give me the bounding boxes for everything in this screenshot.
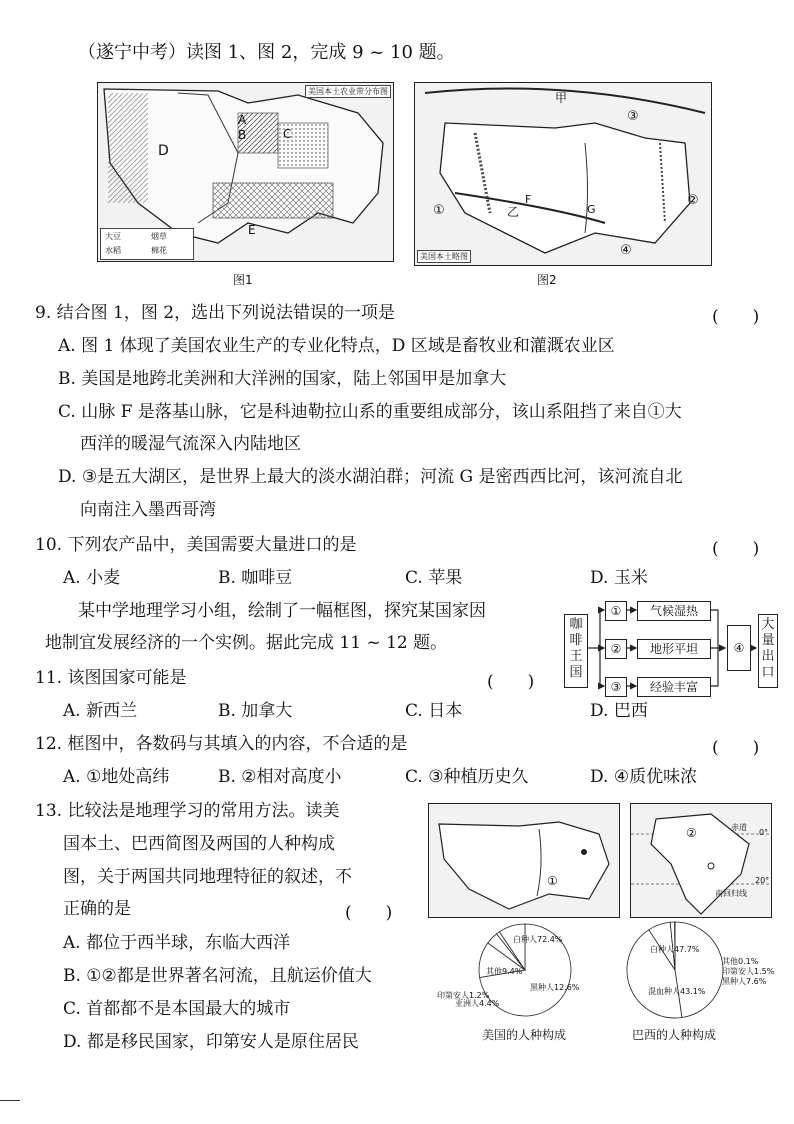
flow-num-3: ③: [605, 677, 627, 697]
q9-option-d-line1: D. ③是五大湖区，是世界上最大的淡水湖泊群；河流 G 是密西西比河，该河流自北: [58, 467, 683, 487]
page-edge-mark: [0, 1100, 20, 1101]
pie-brazil: [627, 922, 723, 1018]
region-a: A: [238, 113, 247, 127]
q9-option-a: A. 图 1 体现了美国农业生产的专业化特点，D 区域是畜牧业和灌溉农业区: [58, 336, 615, 356]
brazil-pie-black: 黑种人7.6%: [722, 977, 767, 986]
q13-option-d: D. 都是移民国家，印第安人是原住居民: [63, 1032, 359, 1052]
q11-option-b: B. 加拿大: [218, 701, 293, 721]
brazil-pie-white: 白种人47.7%: [650, 945, 700, 954]
q11-option-a: A. 新西兰: [63, 701, 138, 721]
label-2: ②: [687, 193, 699, 208]
q11-option-c: C. 日本: [405, 701, 463, 721]
q10-option-a: A. 小麦: [63, 568, 121, 588]
flow-num-4: ④: [727, 625, 751, 671]
flow-box-experience: 经验丰富: [637, 677, 711, 697]
label-g: G: [587, 203, 596, 216]
map1-caption: 图1: [233, 273, 253, 287]
q13-option-c: C. 首都都不是本国最大的城市: [63, 999, 291, 1019]
q13-stem-line2: 国本土、巴西简图及两国的人种构成: [63, 834, 335, 854]
q10-answer-blank[interactable]: ( ): [712, 539, 760, 559]
map2-title: 美国本土略图: [417, 250, 471, 263]
q12-answer-blank[interactable]: ( ): [712, 738, 760, 758]
label-yi: 乙: [507, 205, 520, 219]
q11-option-d: D. 巴西: [590, 701, 648, 721]
map1-title: 美国本土农业带分布图: [305, 85, 391, 98]
region-c: C: [283, 127, 292, 141]
agriculture-belt-map: [97, 82, 394, 262]
q11-stem: 11. 该图国家可能是: [35, 668, 187, 688]
intro2-line2: 地制宜发展经济的一个实例。据此完成 11 ~ 12 题。: [45, 633, 448, 653]
label-1: ①: [433, 203, 445, 218]
tropic-label: 南回归线: [715, 889, 747, 898]
brazil-pie-slice-0: [675, 922, 723, 1017]
usa-pie-white: 白种人72.4%: [513, 935, 563, 944]
usa-river-label: ①: [547, 874, 558, 888]
usa-small-map: [428, 803, 620, 918]
lat0-label: 0°: [759, 828, 769, 837]
q9-option-c-line2: 西洋的暖湿气流深入内陆地区: [80, 434, 301, 454]
equator-label: 赤道: [731, 823, 747, 832]
q12-option-b: B. ②相对高度小: [218, 767, 342, 787]
q9-option-d-line2: 向南注入墨西哥湾: [80, 500, 216, 520]
q10-option-b: B. 咖啡豆: [218, 568, 293, 588]
flow-box-terrain: 地形平坦: [637, 639, 711, 659]
q13-stem-line4: 正确的是: [63, 899, 131, 919]
brazil-river-label: ②: [686, 826, 697, 840]
q12-option-c: C. ③种植历史久: [405, 767, 529, 787]
q10-stem: 10. 下列农产品中，美国需要大量进口的是: [35, 535, 357, 555]
legend-tobacco: 烟草: [151, 232, 167, 241]
q13-option-b: B. ①②都是世界著名河流，且航运价值大: [63, 966, 372, 986]
brazil-map-graphic: [631, 804, 771, 917]
label-f: F: [525, 193, 532, 206]
map1-legend: [100, 228, 194, 260]
region-b: B: [238, 128, 247, 142]
usa-map-graphic: [415, 83, 711, 265]
q10-option-c: C. 苹果: [405, 568, 463, 588]
q13-option-a: A. 都位于西半球，东临大西洋: [63, 933, 291, 953]
label-jia: 甲: [555, 91, 568, 105]
label-4: ④: [620, 243, 632, 258]
q9-option-b: B. 美国是地跨北美洲和大洋洲的国家，陆上邻国甲是加拿大: [58, 369, 507, 389]
q13-stem-line1: 13. 比较法是地理学习的常用方法。读美: [35, 801, 340, 821]
legend-soybean: 大豆: [105, 232, 121, 241]
flow-left-box: 咖啡王国: [564, 614, 588, 688]
flow-right-box: 大量出口: [758, 614, 778, 688]
usa-pie-asian: 亚洲人4.4%: [455, 999, 500, 1008]
q9-answer-blank[interactable]: ( ): [712, 307, 760, 327]
brazil-pie-other: 其他0.1%: [722, 957, 759, 966]
q10-option-d: D. 玉米: [590, 568, 648, 588]
flow-box-climate: 气候湿热: [637, 601, 711, 621]
usa-pie-other: 其他9.4%: [486, 967, 523, 976]
usa-outline-map: [414, 82, 712, 266]
q12-stem: 12. 框图中，各数码与其填入的内容，不合适的是: [35, 734, 408, 754]
intro2-line1: 某中学地理学习小组，绘制了一幅框图，探究某国家因: [78, 601, 486, 621]
legend-cotton: 棉花: [151, 246, 167, 255]
map2-caption: 图2: [537, 273, 557, 287]
usa-small-map-graphic: [429, 804, 619, 917]
brazil-pie-caption: 巴西的人种构成: [632, 1028, 717, 1042]
brazil-pie-native: 印第安人1.5%: [722, 967, 775, 976]
q9-stem: 9. 结合图 1，图 2，选出下列说法错误的一项是: [35, 303, 396, 323]
legend-rice: 水稻: [105, 246, 121, 255]
flow-num-1: ①: [605, 601, 627, 621]
region-e: E: [248, 223, 256, 237]
region-d: D: [158, 143, 169, 159]
usa-pie-caption: 美国的人种构成: [482, 1028, 567, 1042]
q11-answer-blank[interactable]: ( ): [487, 672, 535, 692]
usa-pie-native: 印第安人1.2%: [437, 991, 490, 1000]
usa-pie-black: 黑种人12.6%: [530, 983, 580, 992]
q9-option-c-line1: C. 山脉 F 是落基山脉，它是科迪勒拉山系的重要组成部分，该山系阻挡了来自①大: [58, 402, 682, 422]
q12-option-d: D. ④质优味浓: [590, 767, 698, 787]
brazil-map: [630, 803, 772, 918]
label-3: ③: [627, 109, 639, 124]
q13-answer-blank[interactable]: ( ): [345, 903, 393, 923]
flow-num-2: ②: [605, 639, 627, 659]
intro-text: （遂宁中考）读图 1、图 2，完成 9 ~ 10 题。: [78, 42, 455, 63]
q12-option-a: A. ①地处高纬: [63, 767, 170, 787]
brazil-pie-mixed: 混血种人43.1%: [648, 987, 706, 996]
lat20-label: 20°: [755, 876, 770, 885]
q13-stem-line3: 图，关于两国共同地理特征的叙述，不: [63, 867, 352, 887]
